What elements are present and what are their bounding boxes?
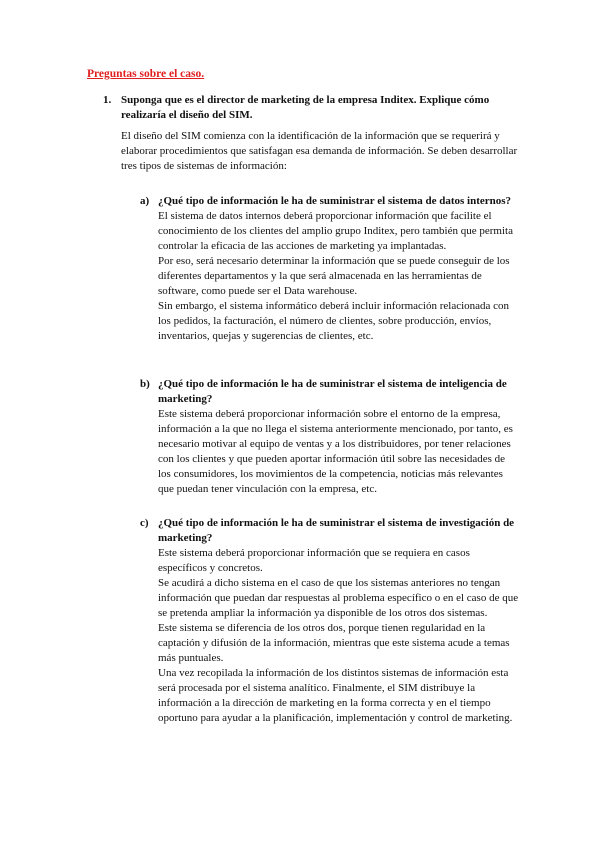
paragraph: Sin embargo, el sistema informático deberá incluir información relacionada con los pedidos, la facturación, el número de clientes, sobre producción, envíos, inventarios, quejas y sugerencias de clientes, etc.: [158, 300, 510, 342]
subquestion-heading: ¿Qué tipo de información le ha de suministrar el sistema de investigación de marketing?: [158, 517, 515, 544]
paragraph: Este sistema se diferencia de los otros dos, porque tienen regularidad en la captación y difusión de la información, mientras que este sistema acude a temas más puntuales.: [158, 622, 510, 664]
question-1: [103, 93, 523, 123]
subquestion-body: [158, 209, 520, 344]
subquestion-letter: b): [140, 378, 150, 390]
paragraph: Una vez recopilada la información de los distintos sistemas de información esta será procesada por el sistema analítico. Finalmente, el SIM distribuye la información a la dirección de marketing en la forma correcta y en el tiempo oportuno para ayudar a la planificación, implementación y control de marketing.: [158, 667, 513, 724]
paragraph: Por eso, será necesario determinar la información que se puede conseguir de los diferentes departamentos y la que será almacenada en las herramientas de software, como puede ser el Data warehouse.: [158, 255, 510, 297]
intro-text: El diseño del SIM comienza con la identificación de la información que se requerirá y elaborar procedimientos que satisfagan esa demanda de información. Se deben desarrollar tres tipos de sistemas de información:: [121, 130, 518, 172]
paragraph: Se acudirá a dicho sistema en el caso de que los sistemas anteriores no tengan información que puedan dar respuestas al problema específico o en el caso de que se pretenda ampliar la información ya disponible de los otros dos sistemas.: [158, 577, 519, 619]
subquestion-heading: ¿Qué tipo de información le ha de suministrar el sistema de datos internos?: [158, 195, 512, 207]
paragraph: Este sistema deberá proporcionar información sobre el entorno de la empresa, información a la que no llega el sistema anteriormente mencionado, por tanto, es necesario motivar al equipo de ventas y a los distribuidores, por tener relaciones con los clientes y que pueden aportar información útil sobre las necesidades de los consumidores, los movimientos de la competencia, noticias más relevantes que puedan tener vinculación con la empresa, etc.: [158, 408, 513, 495]
question-text: Suponga que es el director de marketing de la empresa Inditex. Explique cómo realizaría el diseño del SIM.: [121, 94, 490, 121]
subquestion-c: [140, 516, 520, 726]
subquestion-letter: c): [140, 517, 149, 529]
subquestion-b: [140, 377, 520, 497]
subquestion-letter: a): [140, 195, 150, 207]
subquestion-body: [158, 407, 520, 497]
question-number: 1.: [103, 94, 112, 106]
section-title: Preguntas sobre el caso.: [87, 68, 205, 80]
subquestion-body: [158, 546, 520, 726]
subquestion-heading: ¿Qué tipo de información le ha de suministrar el sistema de inteligencia de marketing?: [158, 378, 507, 405]
paragraph: Este sistema deberá proporcionar información que se requiera en casos específicos y concretos.: [158, 547, 470, 574]
subquestion-a: [140, 194, 520, 344]
paragraph: El sistema de datos internos deberá proporcionar información que facilite el conocimiento de los clientes del amplio grupo Inditex, pero también que permita controlar la eficacia de las acciones de marketing ya implantadas.: [158, 210, 513, 252]
intro-paragraph: [121, 129, 521, 174]
